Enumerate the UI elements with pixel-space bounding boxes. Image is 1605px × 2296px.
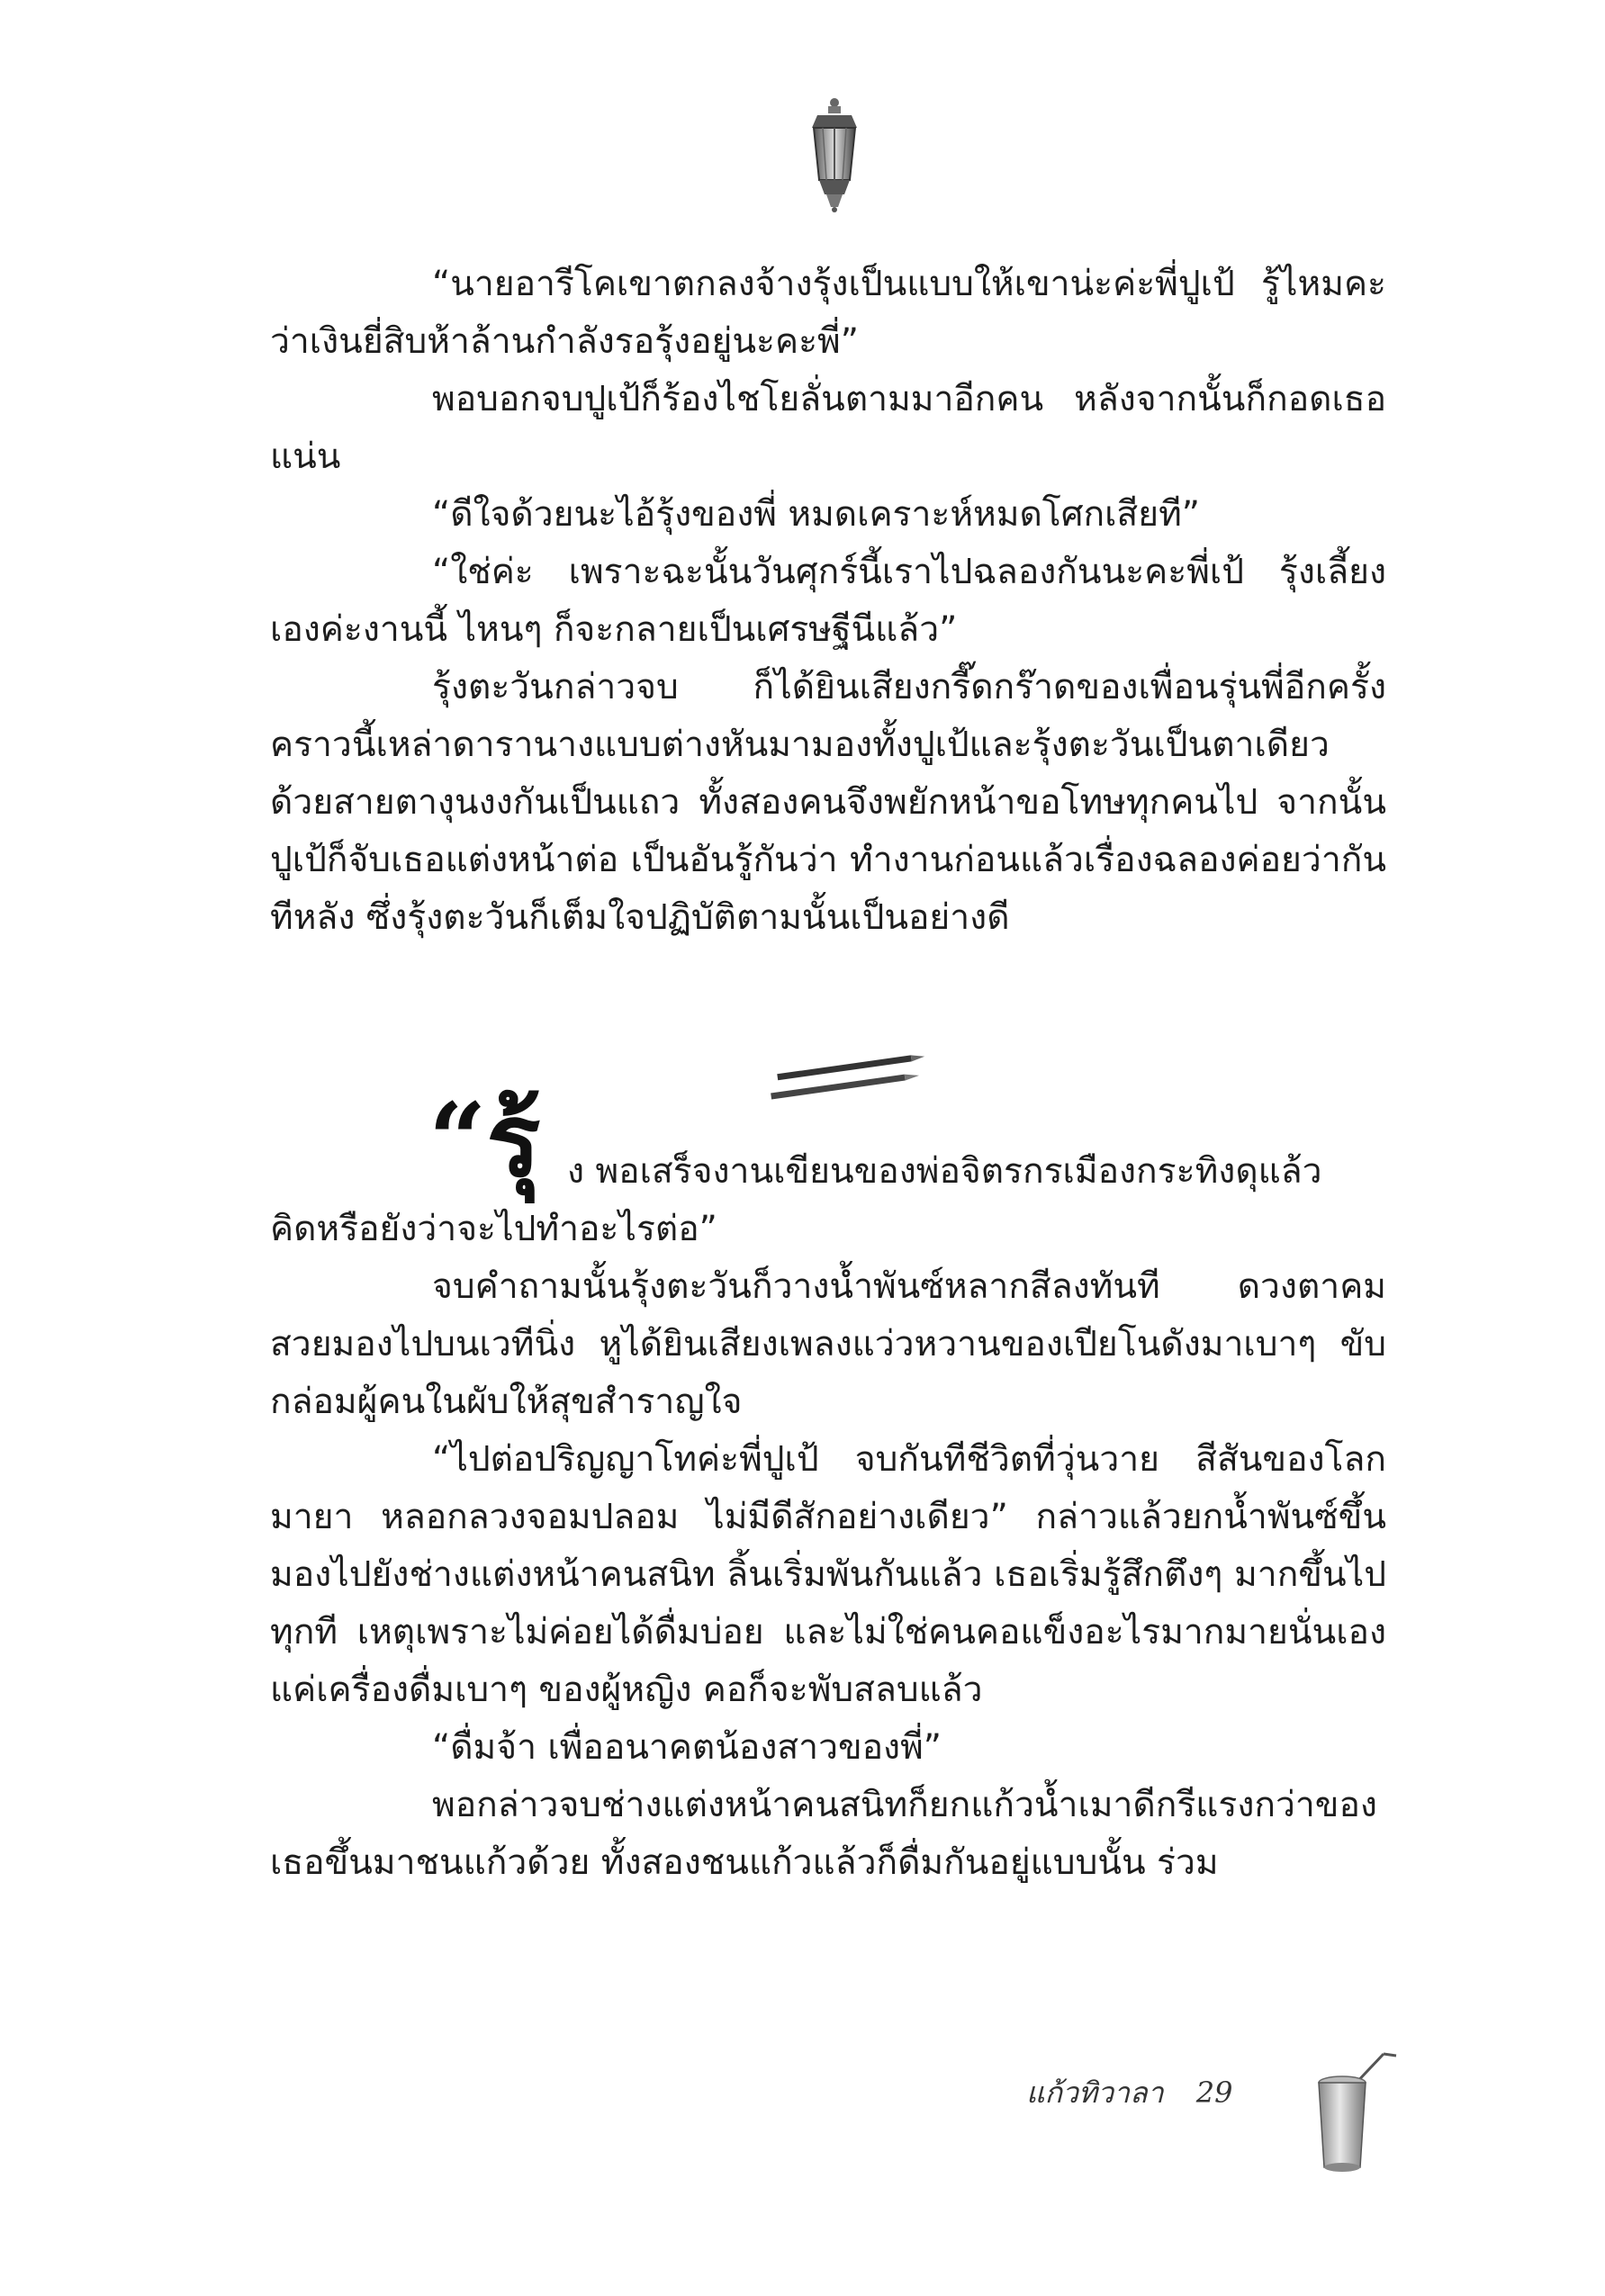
- lantern-icon: [808, 97, 861, 214]
- paragraph: “ดีใจด้วยนะไอ้รุ้งของพี่ หมดเคราะห์หมดโศกเสียที”: [432, 494, 1200, 535]
- paragraph: “ดื่มจ้า เพื่ออนาคตน้องสาวของพี่”: [432, 1727, 942, 1768]
- page-footer: [1026, 2070, 1232, 2116]
- dropcap-rest: ง พอเสร็จงานเขียนของพ่อจิตรกรเมืองกระทิงดุแล้ว: [567, 1151, 1322, 1192]
- paragraph: พอบอกจบปูเป้ก็ร้องไชโยลั่นตามมาอีกคน หลังจากนั้นก็กอดเธอแน่น: [270, 379, 1386, 477]
- glass-icon: [1310, 2050, 1400, 2176]
- paragraph: รุ้งตะวันกล่าวจบ ก็ได้ยินเสียงกรี๊ดกร๊าดของเพื่อนรุ่นพี่อีกครั้ง คราวนี้เหล่าดารานางแบบต่างหันมามองทั้งปูเป้และรุ้งตะวันเป็นตาเดียว ด้วยสายตางุนงงกันเป็นแถว ทั้งสองคนจึงพยักหน้าขอโทษทุกคนไป จากนั้นปูเป้ก็จับเธอแต่งหน้าต่อ เป็นอันรู้กันว่า ทำงานก่อนแล้วเรื่องฉลองค่อยว่ากันทีหลัง ซึ่งรุ้งตะวันก็เต็มใจปฏิบัติตามนั้นเป็นอย่างดี: [270, 667, 1386, 938]
- dropcap-line: [270, 1082, 1386, 1201]
- page-number: 29: [1195, 2075, 1233, 2110]
- dropcap-letter: “รุ้: [428, 1082, 541, 1200]
- text-block-bottom: [270, 1082, 1386, 1892]
- paragraph: “ไปต่อปริญญาโทค่ะพี่ปูเป้ จบกันทีชีวิตที่วุ่นวาย สีสันของโลกมายา หลอกลวงจอมปลอม ไม่มีดีสักอย่างเดียว” กล่าวแล้วยกน้ำพันซ์ขึ้น มองไปยังช่างแต่งหน้าคนสนิท ลิ้นเริ่มพันกันแล้ว เธอเริ่มรู้สึกตึงๆ มากขึ้นไปทุกที เหตุเพราะไม่ค่อยได้ดื่มบ่อย และไม่ใช่คนคอแข็งอะไรมากมายนั่นเอง แค่เครื่องดื่มเบาๆ ของผู้หญิง คอก็จะพับสลบแล้ว: [270, 1439, 1386, 1710]
- paragraph: “ใช่ค่ะ เพราะฉะนั้นวันศุกร์นี้เราไปฉลองกันนะคะพี่เป้ รุ้งเลี้ยงเองค่ะงานนี้ ไหนๆ ก็จะกลายเป็นเศรษฐีนีแล้ว”: [270, 552, 1386, 650]
- paragraph: “นายอารีโคเขาตกลงจ้างรุ้งเป็นแบบให้เขาน่ะค่ะพี่ปูเป้ รู้ไหมคะว่าเงินยี่สิบห้าล้านกำลังรอรุ้งอยู่นะคะพี่”: [270, 264, 1386, 362]
- book-title: แก้วทิวาลา: [1026, 2075, 1164, 2110]
- paragraph: พอกล่าวจบช่างแต่งหน้าคนสนิทก็ยกแก้วน้ำเมาดีกรีแรงกว่าของเธอขึ้นมาชนแก้วด้วย ทั้งสองชนแก้วแล้วก็ดื่มกันอยู่แบบนั้น ร่วม: [270, 1785, 1377, 1883]
- paragraph: คิดหรือยังว่าจะไปทำอะไรต่อ”: [270, 1209, 717, 1249]
- pencils-icon: [761, 1044, 941, 1116]
- text-block-top: [270, 256, 1386, 947]
- paragraph: จบคำถามนั้นรุ้งตะวันก็วางน้ำพันซ์หลากสีลงทันที ดวงตาคมสวยมองไปบนเวทีนิ่ง หูได้ยินเสียงเพลงแว่วหวานของเปียโนดังมาเบาๆ ขับกล่อมผู้คนในผับให้สุขสำราญใจ: [270, 1266, 1386, 1422]
